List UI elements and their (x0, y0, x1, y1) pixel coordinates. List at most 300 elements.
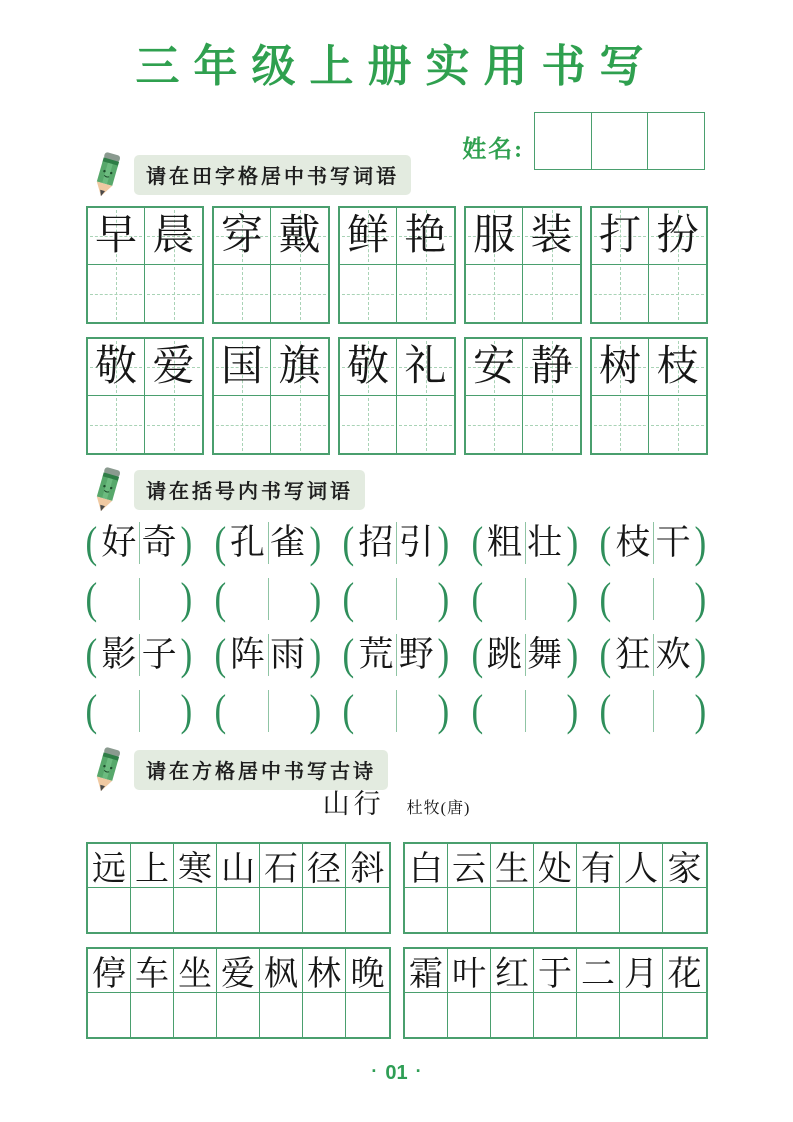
grid-char: 穿 (220, 213, 263, 259)
paren-divider (525, 578, 526, 620)
tian-example-cell (88, 208, 145, 265)
poem-practice-cell (534, 993, 577, 1037)
grid-char: 车 (135, 956, 169, 993)
open-paren-icon: ( (213, 630, 226, 679)
paren-group (470, 574, 580, 624)
poem-practice-cell (620, 993, 663, 1037)
word-grid-block (212, 206, 330, 324)
poem-practice-cell (346, 888, 389, 932)
grid-char: 敬 (346, 344, 389, 390)
paren-char: 跳 (486, 635, 522, 674)
open-paren-icon: ( (342, 518, 355, 567)
open-paren-icon: ( (470, 574, 483, 623)
paren-char: 干 (655, 523, 691, 562)
paren-group (470, 518, 580, 568)
poem-author: 杜牧(唐) (406, 800, 471, 817)
word-grid-block (338, 206, 456, 324)
poem-practice-cell (491, 888, 534, 932)
poem-example-cell (491, 844, 534, 888)
paren-divider (653, 578, 654, 620)
poem-example-cell (174, 844, 217, 888)
close-paren-icon: ) (180, 686, 193, 735)
tian-practice-cell (214, 396, 271, 453)
grid-char: 艳 (404, 213, 447, 259)
grid-char: 二 (581, 956, 615, 993)
paren-group (84, 686, 194, 736)
grid-char: 爱 (152, 344, 195, 390)
poem-practice-cell (577, 993, 620, 1037)
poem-practice-cell (174, 888, 217, 932)
poem-example-cell (663, 949, 706, 993)
paren-middle (613, 630, 694, 680)
paren-group (84, 630, 194, 680)
paren-char: 壮 (527, 523, 563, 562)
paren-char: 子 (141, 635, 177, 674)
word-grid-block (464, 337, 582, 455)
paren-group (213, 574, 323, 624)
poem-example-cell (303, 844, 346, 888)
grid-char: 早 (94, 213, 137, 259)
grid-char: 家 (667, 851, 702, 888)
poem-grid (403, 842, 708, 934)
tian-example-cell (649, 339, 706, 396)
paren-middle (227, 686, 308, 736)
poem-row (86, 947, 708, 1039)
page-footer (0, 1062, 793, 1085)
grid-char: 云 (452, 851, 486, 888)
paren-group (598, 574, 708, 624)
paren-divider (139, 690, 140, 732)
word-grid-block (86, 337, 204, 455)
tian-practice-cell (214, 265, 271, 322)
open-paren-icon: ( (213, 518, 226, 567)
tian-example-cell (397, 339, 454, 396)
grid-char: 林 (307, 956, 341, 993)
paren-char: 奇 (141, 523, 177, 562)
poem-practice-cell (577, 888, 620, 932)
word-grid-block (338, 337, 456, 455)
tian-practice-cell (145, 396, 202, 453)
tian-example-cell (649, 208, 706, 265)
tianzige-row (86, 337, 708, 455)
grid-char: 扮 (656, 213, 699, 259)
paren-char: 舞 (527, 635, 563, 674)
paren-group (84, 518, 194, 568)
paren-middle (99, 686, 180, 736)
tian-practice-cell (466, 265, 523, 322)
open-paren-icon: ( (599, 686, 612, 735)
section1-header-label: 请在田字格居中书写词语 (134, 155, 411, 195)
paren-divider (525, 690, 526, 732)
poem-practice-cell (346, 993, 389, 1037)
paren-middle (99, 518, 180, 568)
paren-middle (356, 686, 437, 736)
paren-char: 引 (398, 523, 434, 562)
bracket-word-area (84, 518, 708, 742)
poem-practice-cell (260, 993, 303, 1037)
tian-practice-cell (340, 396, 397, 453)
grid-char: 月 (624, 956, 658, 993)
tian-practice-cell (592, 265, 649, 322)
paren-middle (613, 686, 694, 736)
section2-header (86, 465, 365, 515)
close-paren-icon: ) (309, 518, 322, 567)
grid-char: 红 (495, 956, 529, 993)
paren-middle (613, 574, 694, 624)
close-paren-icon: ) (180, 574, 193, 623)
open-paren-icon: ( (85, 574, 98, 623)
grid-char: 叶 (452, 956, 486, 993)
paren-divider (653, 690, 654, 732)
paren-middle (484, 574, 565, 624)
paren-group (213, 630, 323, 680)
open-paren-icon: ( (599, 574, 612, 623)
paren-empty-row (84, 574, 708, 624)
close-paren-icon: ) (309, 686, 322, 735)
paren-divider (268, 578, 269, 620)
word-grid-block (590, 206, 708, 324)
grid-char: 径 (307, 851, 341, 888)
page-title: 三年级上册实用书写 (135, 42, 658, 91)
paren-group (84, 574, 194, 624)
tian-example-cell (214, 339, 271, 396)
tian-practice-cell (649, 396, 706, 453)
poem-caption (0, 782, 793, 821)
close-paren-icon: ) (180, 518, 193, 567)
paren-middle (484, 686, 565, 736)
tianzige-word-area (86, 206, 708, 468)
paren-word-row (84, 518, 708, 568)
word-grid-block (590, 337, 708, 455)
grid-char: 霜 (409, 956, 443, 993)
open-paren-icon: ( (599, 630, 612, 679)
paren-group (213, 686, 323, 736)
tian-practice-cell (271, 396, 328, 453)
poem-example-cell (217, 949, 260, 993)
grid-char: 有 (581, 851, 615, 888)
poem-practice-cell (131, 888, 174, 932)
tian-example-cell (592, 339, 649, 396)
paren-char: 狂 (615, 635, 651, 674)
poem-example-cell (346, 949, 389, 993)
poem-practice-cell (303, 993, 346, 1037)
poem-practice-cell (491, 993, 534, 1037)
paren-middle (227, 518, 308, 568)
paren-group (598, 518, 708, 568)
paren-group (341, 630, 451, 680)
open-paren-icon: ( (342, 686, 355, 735)
tian-example-cell (88, 339, 145, 396)
paren-group (341, 574, 451, 624)
open-paren-icon: ( (599, 518, 612, 567)
open-paren-icon: ( (85, 630, 98, 679)
section2-header-label: 请在括号内书写词语 (134, 470, 365, 510)
tian-example-cell (145, 208, 202, 265)
grid-char: 旗 (278, 344, 321, 390)
poem-example-cell (405, 844, 448, 888)
tian-example-cell (397, 208, 454, 265)
tian-example-cell (145, 339, 202, 396)
open-paren-icon: ( (470, 630, 483, 679)
poem-grid (86, 842, 391, 934)
paren-middle (99, 574, 180, 624)
paren-middle (99, 630, 180, 680)
grid-char: 坐 (178, 956, 212, 993)
grid-char: 服 (472, 213, 515, 259)
open-paren-icon: ( (213, 686, 226, 735)
grid-char: 花 (667, 956, 702, 993)
poem-practice-cell (217, 888, 260, 932)
tian-example-cell (523, 208, 580, 265)
close-paren-icon: ) (566, 574, 579, 623)
poem-practice-cell (663, 993, 706, 1037)
name-label: 姓名: (462, 137, 525, 163)
poem-example-cell (405, 949, 448, 993)
grid-char: 枫 (264, 956, 298, 993)
tian-example-cell (592, 208, 649, 265)
poem-example-cell (174, 949, 217, 993)
paren-middle (484, 518, 565, 568)
close-paren-icon: ) (309, 630, 322, 679)
poem-example-cell (577, 844, 620, 888)
poem-practice-cell (174, 993, 217, 1037)
close-paren-icon: ) (437, 574, 450, 623)
poem-example-cell (131, 844, 174, 888)
grid-char: 处 (538, 851, 572, 888)
word-grid-block (464, 206, 582, 324)
paren-middle (227, 574, 308, 624)
poem-row (86, 842, 708, 934)
paren-middle (356, 630, 437, 680)
poem-example-cell (620, 844, 663, 888)
grid-char: 山 (221, 851, 255, 888)
paren-char: 孔 (229, 523, 265, 562)
footer-dot-left: · (371, 1061, 378, 1081)
grid-char: 石 (264, 851, 298, 888)
paren-char: 雀 (270, 523, 306, 562)
tian-practice-cell (88, 396, 145, 453)
poem-example-cell (448, 949, 491, 993)
section1-header (86, 150, 411, 200)
grid-char: 斜 (350, 851, 385, 888)
poem-grid (86, 947, 391, 1039)
open-paren-icon: ( (213, 574, 226, 623)
open-paren-icon: ( (342, 630, 355, 679)
poem-example-cell (491, 949, 534, 993)
tian-practice-cell (592, 396, 649, 453)
open-paren-icon: ( (342, 574, 355, 623)
poem-practice-cell (88, 888, 131, 932)
tian-example-cell (466, 339, 523, 396)
paren-middle (356, 574, 437, 624)
open-paren-icon: ( (470, 518, 483, 567)
poem-practice-cell (88, 993, 131, 1037)
grid-char: 晚 (350, 956, 385, 993)
paren-middle (356, 518, 437, 568)
tian-practice-cell (397, 265, 454, 322)
poem-practice-cell (448, 888, 491, 932)
grid-char: 戴 (278, 213, 321, 259)
poem-practice-cell (217, 993, 260, 1037)
close-paren-icon: ) (694, 518, 707, 567)
section3-header-label: 请在方格居中书写古诗 (134, 750, 388, 790)
paren-group (598, 630, 708, 680)
tianzige-row (86, 206, 708, 324)
close-paren-icon: ) (694, 630, 707, 679)
poem-example-cell (303, 949, 346, 993)
tian-practice-cell (397, 396, 454, 453)
name-box (647, 112, 705, 170)
grid-char: 人 (624, 851, 658, 888)
tian-example-cell (340, 339, 397, 396)
open-paren-icon: ( (470, 686, 483, 735)
poem-practice-cell (260, 888, 303, 932)
open-paren-icon: ( (85, 518, 98, 567)
poem-practice-cell (303, 888, 346, 932)
poem-grid (403, 947, 708, 1039)
paren-char: 雨 (270, 635, 306, 674)
grid-char: 装 (530, 213, 573, 259)
paren-char: 荒 (358, 635, 394, 674)
name-field (462, 112, 705, 170)
grid-char: 树 (598, 344, 641, 390)
tian-example-cell (271, 208, 328, 265)
paren-char: 招 (358, 523, 394, 562)
grid-char: 上 (135, 851, 169, 888)
tian-practice-cell (145, 265, 202, 322)
paren-middle (613, 518, 694, 568)
grid-char: 安 (472, 344, 515, 390)
tian-practice-cell (271, 265, 328, 322)
paren-char: 粗 (486, 523, 522, 562)
paren-char: 影 (101, 635, 137, 674)
poem-example-cell (534, 949, 577, 993)
poem-practice-cell (448, 993, 491, 1037)
grid-char: 晨 (152, 213, 195, 259)
close-paren-icon: ) (437, 686, 450, 735)
grid-char: 鲜 (346, 213, 389, 259)
poem-example-cell (217, 844, 260, 888)
grid-char: 于 (538, 956, 572, 993)
poem-practice-cell (620, 888, 663, 932)
page-number: 01 (385, 1062, 408, 1084)
paren-char: 阵 (229, 635, 265, 674)
close-paren-icon: ) (694, 574, 707, 623)
grid-char: 远 (92, 851, 126, 888)
poem-practice-cell (405, 993, 448, 1037)
close-paren-icon: ) (566, 518, 579, 567)
poem-grid-area (86, 842, 708, 1052)
paren-group (470, 686, 580, 736)
paren-middle (227, 630, 308, 680)
poem-example-cell (663, 844, 706, 888)
paren-divider (396, 690, 397, 732)
name-box (591, 112, 649, 170)
poem-practice-cell (534, 888, 577, 932)
poem-title: 山行 (322, 789, 385, 819)
poem-example-cell (448, 844, 491, 888)
poem-example-cell (131, 949, 174, 993)
tian-example-cell (466, 208, 523, 265)
close-paren-icon: ) (566, 686, 579, 735)
close-paren-icon: ) (566, 630, 579, 679)
paren-group (341, 686, 451, 736)
paren-char: 野 (398, 635, 434, 674)
close-paren-icon: ) (309, 574, 322, 623)
tian-practice-cell (523, 396, 580, 453)
paren-group (470, 630, 580, 680)
tian-practice-cell (523, 265, 580, 322)
pencil-icon (86, 150, 128, 200)
paren-divider (139, 578, 140, 620)
poem-example-cell (534, 844, 577, 888)
tian-example-cell (271, 339, 328, 396)
tian-example-cell (214, 208, 271, 265)
paren-group (598, 686, 708, 736)
tian-example-cell (340, 208, 397, 265)
open-paren-icon: ( (85, 686, 98, 735)
grid-char: 爱 (221, 956, 255, 993)
grid-char: 寒 (178, 851, 212, 888)
tian-practice-cell (466, 396, 523, 453)
close-paren-icon: ) (437, 630, 450, 679)
poem-example-cell (88, 844, 131, 888)
grid-char: 静 (530, 344, 573, 390)
footer-dot-right: · (415, 1061, 422, 1081)
grid-char: 停 (92, 956, 126, 993)
tian-practice-cell (88, 265, 145, 322)
poem-practice-cell (663, 888, 706, 932)
paren-divider (268, 690, 269, 732)
paren-char: 好 (101, 523, 137, 562)
grid-char: 礼 (404, 344, 447, 390)
poem-example-cell (577, 949, 620, 993)
grid-char: 国 (220, 344, 263, 390)
poem-example-cell (346, 844, 389, 888)
grid-char: 敬 (94, 344, 137, 390)
close-paren-icon: ) (437, 518, 450, 567)
paren-group (213, 518, 323, 568)
tian-example-cell (523, 339, 580, 396)
grid-char: 白 (409, 851, 443, 888)
word-grid-block (86, 206, 204, 324)
poem-example-cell (260, 844, 303, 888)
poem-practice-cell (405, 888, 448, 932)
paren-divider (396, 578, 397, 620)
tian-practice-cell (649, 265, 706, 322)
grid-char: 枝 (656, 344, 699, 390)
paren-word-row (84, 630, 708, 680)
paren-middle (484, 630, 565, 680)
paren-char: 枝 (615, 523, 651, 562)
poem-example-cell (620, 949, 663, 993)
paren-group (341, 518, 451, 568)
close-paren-icon: ) (694, 686, 707, 735)
poem-practice-cell (131, 993, 174, 1037)
name-boxes (534, 112, 705, 170)
close-paren-icon: ) (180, 630, 193, 679)
grid-char: 打 (598, 213, 641, 259)
paren-empty-row (84, 686, 708, 736)
name-box (534, 112, 592, 170)
poem-example-cell (88, 949, 131, 993)
tian-practice-cell (340, 265, 397, 322)
paren-char: 欢 (655, 635, 691, 674)
pencil-icon (86, 465, 128, 515)
grid-char: 生 (495, 851, 529, 888)
poem-example-cell (260, 949, 303, 993)
word-grid-block (212, 337, 330, 455)
